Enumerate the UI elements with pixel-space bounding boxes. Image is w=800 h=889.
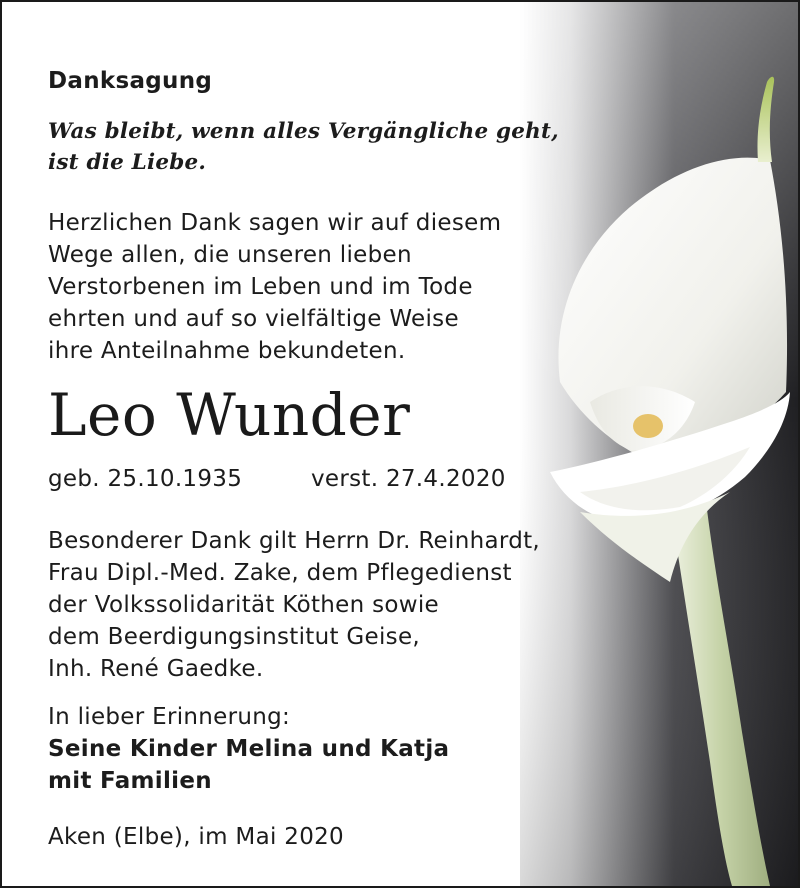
calla-lily-icon [520,2,800,886]
life-dates [48,464,568,496]
place-date: Aken (Elbe), im Mai 2020 [48,824,344,850]
special-thanks-line: Frau Dipl.-Med. Zake, dem Pflegedienst [48,560,512,586]
special-thanks-line: Besonderer Dank gilt Herrn Dr. Reinhardt, [48,528,541,554]
thanks-line: ehrten und auf so vielfältige Weise [48,306,459,332]
notice-heading: Danksagung [48,68,213,94]
birth-date: geb. 25.10.1935 [48,466,243,492]
memory-intro: In lieber Erinnerung: [48,704,291,730]
deceased-name: Leo Wunder [48,381,411,449]
thanks-line: Wege allen, die unseren lieben [48,242,412,268]
special-thanks-line: dem Beerdigungsinstitut Geise, [48,624,421,650]
death-date: verst. 27.4.2020 [311,466,506,492]
family-line: Seine Kinder Melina und Katja [48,736,450,762]
thanks-line: Verstorbenen im Leben und im Tode [48,274,473,300]
family-line: mit Familien [48,768,212,794]
special-thanks-line: Inh. René Gaedke. [48,656,264,682]
quote-line: Was bleibt, wenn alles Vergängliche geht, [48,119,559,144]
quote-line: ist die Liebe. [48,150,207,175]
calla-lily-image [520,2,800,886]
special-thanks-line: der Volkssolidarität Köthen sowie [48,592,439,618]
thanks-line: ihre Anteilnahme bekundeten. [48,338,406,364]
thanks-line: Herzlichen Dank sagen wir auf diesem [48,210,502,236]
